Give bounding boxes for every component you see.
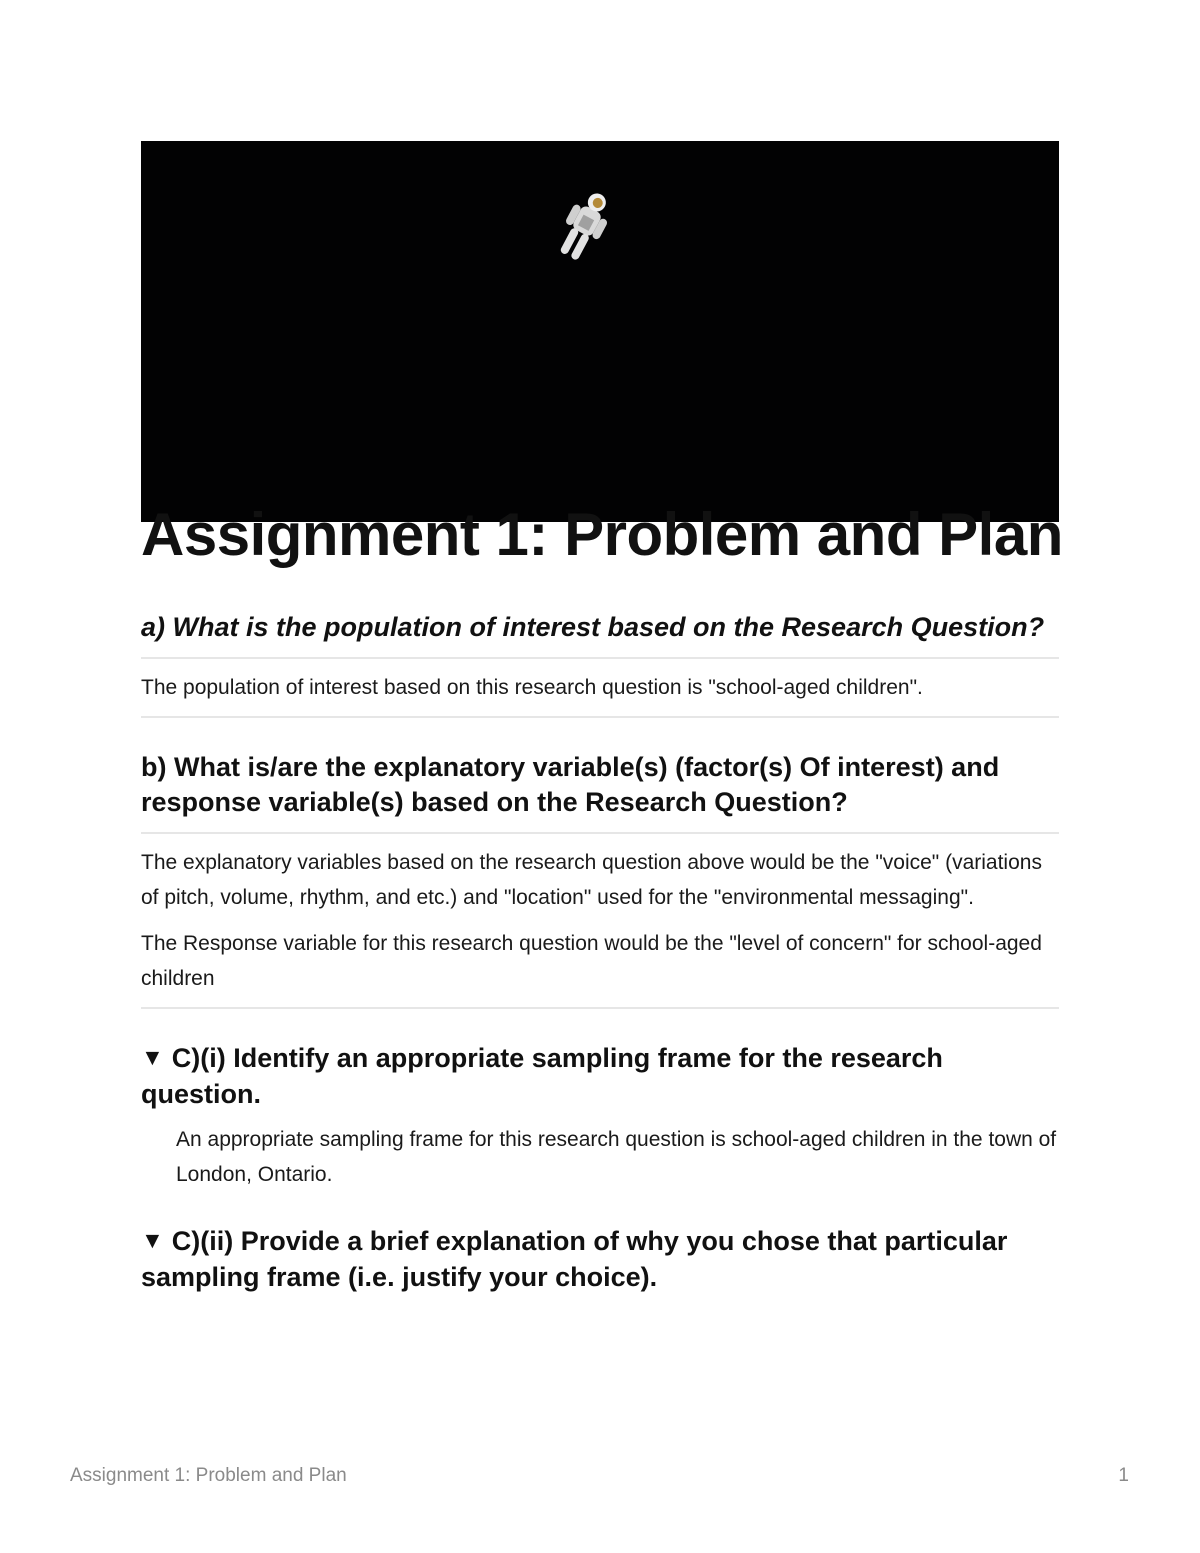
section-c2-heading-text: C)(ii) Provide a brief explanation of why you chose that particular sampling frame (i.e. justify your choice).: [141, 1226, 1008, 1292]
section-c2-toggle[interactable]: [141, 1224, 1059, 1295]
section-c1-heading[interactable]: [141, 1041, 1059, 1112]
footer-title: Assignment 1: Problem and Plan: [70, 1465, 347, 1486]
section-c2-heading[interactable]: [141, 1224, 1059, 1295]
section-b-answer: [141, 834, 1059, 1009]
section-b: [141, 750, 1059, 1009]
toggle-arrow-icon[interactable]: ▼: [141, 1044, 164, 1070]
section-a-answer: [141, 659, 1059, 718]
astronaut-space-illustration: [141, 141, 1059, 522]
section-a: [141, 610, 1059, 718]
section-c1-answer: An appropriate sampling frame for this research question is school-aged children in the town of London, Ontario.: [176, 1128, 1057, 1186]
document-content: [141, 610, 1059, 1295]
section-b-heading: b) What is/are the explanatory variable(s) (factor(s) Of interest) and response variable(s) based on the Research Question?: [141, 750, 1059, 834]
page-title: Assignment 1: Problem and Plan: [141, 501, 1063, 568]
section-b-answer-explanatory: The explanatory variables based on the research question above would be the "voice" (variations of pitch, volume, rhythm, and etc.) and "location" used for the "environmental messaging".: [141, 851, 1042, 909]
section-c1-toggle[interactable]: [141, 1041, 1059, 1192]
section-a-heading: a) What is the population of interest based on the Research Question?: [141, 610, 1059, 659]
section-a-answer-text: The population of interest based on this research question is "school-aged children".: [141, 676, 923, 699]
section-c1-heading-text: C)(i) Identify an appropriate sampling frame for the research question.: [141, 1043, 943, 1109]
section-b-answer-response: The Response variable for this research question would be the "level of concern" for school-aged children: [141, 932, 1042, 990]
cover-image: [141, 141, 1059, 522]
page-number: 1: [1118, 1465, 1129, 1486]
toggle-arrow-icon[interactable]: ▼: [141, 1227, 164, 1253]
